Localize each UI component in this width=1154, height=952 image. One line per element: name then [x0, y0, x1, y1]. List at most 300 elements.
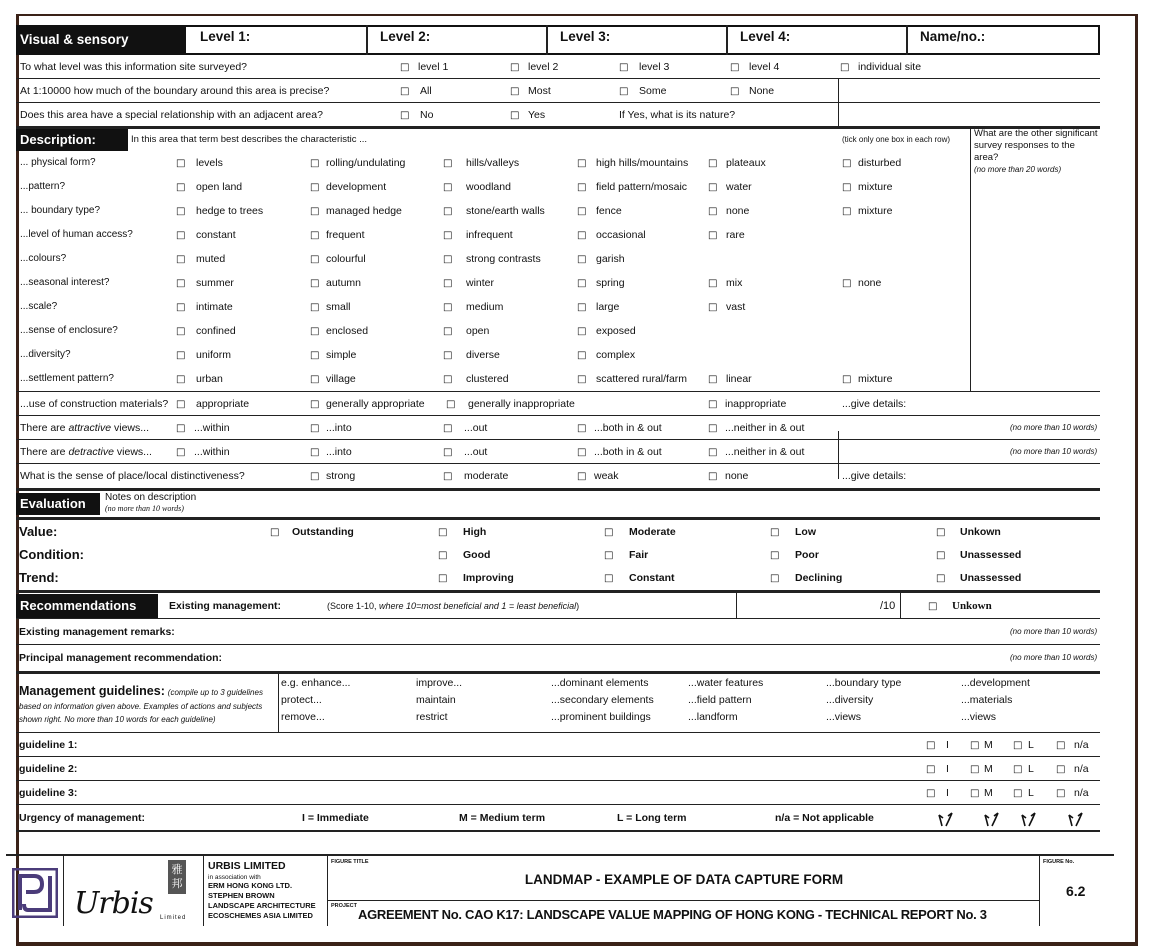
- checkbox[interactable]: [270, 520, 284, 545]
- score-out-of[interactable]: /10: [880, 600, 896, 612]
- guideline-example: ...water features: [688, 677, 764, 689]
- option-label: ...both in & out: [594, 422, 662, 434]
- guidelines-title-block: [19, 684, 263, 724]
- urgency-key: n/a = Not applicable: [775, 812, 874, 824]
- option-label: occasional: [596, 229, 646, 241]
- option-label: level 4: [749, 61, 780, 73]
- option-label: none: [726, 205, 750, 217]
- guideline-row[interactable]: [16, 781, 1100, 805]
- attractive-views-row: [16, 416, 1100, 440]
- option-label: urban: [196, 373, 223, 385]
- option-label: appropriate: [196, 398, 250, 410]
- checkbox[interactable]: [936, 520, 950, 545]
- checkbox[interactable]: [926, 733, 940, 758]
- checkbox[interactable]: [708, 440, 722, 465]
- option-label: constant: [196, 229, 236, 241]
- guideline-example: improve...: [416, 677, 463, 689]
- guideline-example: e.g. enhance...: [281, 677, 351, 689]
- chinese-seal: 雅邦: [168, 860, 186, 894]
- option-label: level 3: [639, 61, 670, 73]
- option-label: garish: [596, 253, 625, 265]
- checkbox[interactable]: [400, 79, 414, 104]
- checkbox[interactable]: [577, 199, 591, 224]
- option-label: vast: [726, 301, 746, 313]
- arrow-up-icon: [936, 810, 956, 828]
- trend-row: [16, 566, 1100, 589]
- partner-name: ERM HONG KONG LTD.: [208, 881, 293, 890]
- checkbox[interactable]: [443, 295, 457, 320]
- checkbox[interactable]: [176, 416, 190, 441]
- urgency-option: L: [1028, 787, 1034, 799]
- option-label: inappropriate: [725, 398, 787, 410]
- checkbox[interactable]: [842, 271, 856, 296]
- guideline-example: ...diversity: [826, 694, 874, 706]
- section-title-visual: [16, 25, 186, 55]
- urgency-option: n/a: [1074, 763, 1089, 775]
- option-label: mixture: [858, 373, 893, 385]
- checkbox[interactable]: [577, 223, 591, 248]
- project-label: PROJECT: [331, 903, 357, 909]
- checkbox[interactable]: [176, 271, 190, 296]
- checkbox[interactable]: [310, 151, 324, 176]
- checkbox[interactable]: [443, 271, 457, 296]
- checkbox[interactable]: [1013, 757, 1027, 782]
- association-text: in association with: [208, 874, 261, 881]
- checkbox[interactable]: [577, 295, 591, 320]
- urgency-option: L: [1028, 763, 1034, 775]
- checkbox[interactable]: [708, 464, 722, 489]
- checkbox[interactable]: [310, 319, 324, 344]
- level3-field[interactable]: Level 3:: [560, 29, 611, 44]
- description-row: [16, 199, 970, 223]
- checkbox[interactable]: [936, 543, 950, 568]
- remarks-row[interactable]: [16, 619, 1100, 645]
- company-cell: [204, 856, 328, 926]
- notes-sub: (no more than 10 words): [105, 504, 184, 513]
- checkbox[interactable]: [443, 223, 457, 248]
- checkbox[interactable]: [438, 566, 452, 591]
- checkbox[interactable]: [708, 392, 722, 417]
- option-label: Outstanding: [292, 526, 354, 538]
- checkbox[interactable]: [708, 367, 722, 392]
- description-row: [16, 343, 970, 367]
- option-label: None: [749, 85, 775, 97]
- level2-field[interactable]: Level 2:: [380, 29, 431, 44]
- checkbox[interactable]: [604, 543, 618, 568]
- word-limit-note: (no more than 10 words): [1010, 627, 1098, 636]
- guidelines-header: [16, 674, 1100, 732]
- checkbox[interactable]: [604, 566, 618, 591]
- guideline-label: guideline 1:: [19, 739, 78, 751]
- guideline-example: ...field pattern: [688, 694, 752, 706]
- checkbox[interactable]: [770, 520, 784, 545]
- option-label: generally inappropriate: [468, 398, 575, 410]
- guideline-example: protect...: [281, 694, 322, 706]
- option-label: Improving: [463, 572, 514, 584]
- urgency-label: Urgency of management:: [19, 812, 146, 824]
- question-label: To what level was this information site surveyed?: [20, 61, 248, 73]
- option-label: hedge to trees: [196, 205, 264, 217]
- option-label: rare: [726, 229, 745, 241]
- limited-text: Limited: [160, 915, 187, 921]
- checkbox[interactable]: [443, 343, 457, 368]
- attractive-label-a: There are: [20, 422, 69, 434]
- description-section: [16, 127, 1100, 391]
- checkbox[interactable]: [446, 392, 460, 417]
- recommendations-row: [16, 593, 1100, 619]
- level1-field[interactable]: Level 1:: [200, 29, 251, 44]
- option-label: All: [420, 85, 432, 97]
- urgency-option: L: [1028, 739, 1034, 751]
- urgency-option: I: [946, 787, 949, 799]
- checkbox[interactable]: [400, 55, 414, 80]
- characteristic-label: ...settlement pattern?: [20, 373, 114, 384]
- recommendations-title-text: Recommendations: [20, 598, 137, 613]
- option-label: ...out: [464, 446, 488, 458]
- checkbox[interactable]: [443, 151, 457, 176]
- checkbox[interactable]: [577, 464, 591, 489]
- logo-cell: [6, 856, 64, 926]
- checkbox[interactable]: [310, 271, 324, 296]
- checkbox[interactable]: [176, 392, 190, 417]
- option-label: weak: [594, 470, 619, 482]
- checkbox[interactable]: [443, 464, 457, 489]
- urgency-key: M = Medium term: [459, 812, 546, 824]
- checkbox[interactable]: [510, 55, 524, 80]
- checkbox[interactable]: [176, 247, 190, 272]
- project-title: AGREEMENT No. CAO K17: LANDSCAPE VALUE MAPPING OF HONG KONG - TECHNICAL REPORT No. 3: [358, 907, 987, 922]
- title-block: [6, 854, 1114, 924]
- option-label: strong: [326, 470, 356, 482]
- checkbox[interactable]: [310, 343, 324, 368]
- option-label: diverse: [466, 349, 500, 361]
- checkbox[interactable]: [970, 757, 984, 782]
- partner-name: STEPHEN BROWN: [208, 891, 275, 900]
- checkbox[interactable]: [443, 247, 457, 272]
- checkbox[interactable]: [176, 440, 190, 465]
- urgency-option: M: [984, 739, 993, 751]
- survey-row-1: [16, 55, 1100, 79]
- description-row: [16, 175, 970, 199]
- option-label: simple: [326, 349, 357, 361]
- option-label: medium: [466, 301, 504, 313]
- checkbox[interactable]: [577, 271, 591, 296]
- checkbox[interactable]: [730, 79, 744, 104]
- checkbox[interactable]: [708, 271, 722, 296]
- evaluation-title-text: Evaluation: [20, 496, 86, 511]
- condition-row: [16, 543, 1100, 566]
- value-label: Value:: [19, 524, 58, 539]
- checkbox[interactable]: [310, 295, 324, 320]
- name-field[interactable]: Name/no.:: [920, 29, 986, 44]
- checkbox[interactable]: [176, 343, 190, 368]
- side-note: (no more than 20 words): [974, 165, 1062, 174]
- checkbox[interactable]: [770, 543, 784, 568]
- option-label: mixture: [858, 181, 893, 193]
- description-row: [16, 271, 970, 295]
- urgency-key: I = Immediate: [302, 812, 369, 824]
- other-responses-box[interactable]: [974, 128, 1100, 176]
- checkbox[interactable]: [400, 103, 414, 128]
- urgency-key: L = Long term: [617, 812, 687, 824]
- option-label: level 2: [528, 61, 559, 73]
- checkbox[interactable]: [310, 247, 324, 272]
- checkbox[interactable]: [443, 175, 457, 200]
- checkbox[interactable]: [310, 416, 324, 441]
- checkbox[interactable]: [443, 199, 457, 224]
- level4-field[interactable]: Level 4:: [740, 29, 791, 44]
- option-label: Unassessed: [960, 572, 1022, 584]
- option-label: large: [596, 301, 620, 313]
- option-label: enclosed: [326, 325, 369, 337]
- option-label: frequent: [326, 229, 365, 241]
- checkbox[interactable]: [928, 593, 942, 620]
- materials-label: ...use of construction materials?: [20, 398, 169, 410]
- option-label: ...into: [326, 446, 352, 458]
- option-label: complex: [596, 349, 636, 361]
- checkbox[interactable]: [310, 367, 324, 392]
- figure-number-cell: [1040, 856, 1114, 926]
- option-label: scattered rural/farm: [596, 373, 688, 385]
- option-label: ...both in & out: [594, 446, 662, 458]
- checkbox[interactable]: [708, 223, 722, 248]
- option-label: hills/valleys: [466, 157, 520, 169]
- checkbox[interactable]: [443, 319, 457, 344]
- trend-label: Trend:: [19, 570, 59, 585]
- checkbox[interactable]: [619, 55, 633, 80]
- urbis-signature: Urbis: [74, 886, 153, 921]
- description-title-text: Description:: [20, 132, 96, 147]
- checkbox[interactable]: [708, 416, 722, 441]
- guideline-example: ...prominent buildings: [551, 711, 651, 723]
- checkbox[interactable]: [926, 757, 940, 782]
- description-row: [16, 247, 970, 271]
- checkbox[interactable]: [708, 199, 722, 224]
- guideline-example: remove...: [281, 711, 325, 723]
- checkbox[interactable]: [842, 199, 856, 224]
- checkbox[interactable]: [708, 175, 722, 200]
- checkbox[interactable]: [577, 343, 591, 368]
- guideline-row[interactable]: [16, 757, 1100, 781]
- description-row: [16, 223, 970, 247]
- option-label: Most: [528, 85, 551, 97]
- option-label: Some: [639, 85, 667, 97]
- checkbox[interactable]: [708, 295, 722, 320]
- condition-label: Condition:: [19, 547, 84, 562]
- characteristic-label: ... boundary type?: [20, 205, 101, 216]
- option-label: confined: [196, 325, 236, 337]
- guideline-label: guideline 2:: [19, 763, 78, 775]
- guideline-example: ...dominant elements: [551, 677, 649, 689]
- section-title-text: Visual & sensory: [20, 32, 129, 47]
- guidelines-note: (compile up to 3 guidelines: [167, 688, 263, 697]
- word-limit-note: (no more than 10 words): [1010, 447, 1098, 456]
- checkbox[interactable]: [310, 199, 324, 224]
- option-label: Declining: [795, 572, 843, 584]
- materials-row: [16, 392, 1100, 416]
- checkbox[interactable]: [1056, 781, 1070, 806]
- checkbox[interactable]: [176, 295, 190, 320]
- option-label: muted: [196, 253, 226, 265]
- checkbox[interactable]: [708, 151, 722, 176]
- checkbox[interactable]: [577, 319, 591, 344]
- description-row: [16, 319, 970, 343]
- notes-label: Notes on description: [105, 492, 197, 503]
- option-label: open land: [196, 181, 243, 193]
- option-label: none: [858, 277, 882, 289]
- option-label: ...neither in & out: [725, 446, 805, 458]
- detractive-label-c: views...: [113, 446, 152, 458]
- option-label: linear: [726, 373, 752, 385]
- survey-row-3: [16, 103, 1100, 127]
- option-label: Good: [463, 549, 491, 561]
- checkbox[interactable]: [310, 464, 324, 489]
- checkbox[interactable]: [842, 175, 856, 200]
- guidelines-desc-1: based on information given above. Examples of actions and subjects: [19, 702, 263, 711]
- checkbox[interactable]: [310, 223, 324, 248]
- detractive-label: [20, 440, 152, 464]
- checkbox[interactable]: [176, 175, 190, 200]
- checkbox[interactable]: [310, 175, 324, 200]
- checkbox[interactable]: [510, 103, 524, 128]
- option-label: strong contrasts: [466, 253, 541, 265]
- guideline-example: ...views: [826, 711, 862, 723]
- checkbox[interactable]: [176, 367, 190, 392]
- checkbox[interactable]: [1056, 757, 1070, 782]
- checkbox[interactable]: [604, 520, 618, 545]
- score-note: [327, 593, 579, 619]
- option-label: mixture: [858, 205, 893, 217]
- detractive-label-a: There are: [20, 446, 69, 458]
- checkbox[interactable]: [619, 79, 633, 104]
- title-cell: [328, 856, 1040, 926]
- option-label: rolling/undulating: [326, 157, 406, 169]
- checkbox[interactable]: [577, 151, 591, 176]
- checkbox[interactable]: [936, 566, 950, 591]
- option-label: small: [326, 301, 351, 313]
- signature-cell: [64, 856, 204, 926]
- checkbox[interactable]: [176, 199, 190, 224]
- tick-note: (tick only one box in each row): [842, 135, 951, 144]
- attractive-label-b: attractive: [68, 422, 112, 434]
- arrow-up-icon: [1019, 810, 1039, 828]
- option-label: woodland: [466, 181, 511, 193]
- word-limit-note: (no more than 10 words): [1010, 423, 1098, 432]
- checkbox[interactable]: [840, 55, 854, 80]
- urbis-logo-icon: [12, 868, 58, 918]
- option-label: autumn: [326, 277, 362, 289]
- checkbox[interactable]: [577, 416, 591, 441]
- company-name: URBIS LIMITED: [208, 860, 286, 872]
- score-note-c: ): [576, 601, 580, 611]
- description-row: [16, 151, 970, 175]
- attractive-label: [20, 416, 149, 440]
- characteristic-label: ...colours?: [20, 253, 67, 264]
- checkbox[interactable]: [970, 733, 984, 758]
- figure-title-label: FIGURE TITLE: [331, 859, 369, 865]
- option-label: ...neither in & out: [725, 422, 805, 434]
- checkbox[interactable]: [1013, 733, 1027, 758]
- checkbox[interactable]: [310, 440, 324, 465]
- checkbox[interactable]: [443, 367, 457, 392]
- evaluation-header: [16, 491, 1100, 517]
- principal-label: Principal management recommendation:: [19, 652, 223, 664]
- option-label: plateaux: [726, 157, 766, 169]
- option-label: Unkown: [960, 526, 1001, 538]
- remarks-label: Existing management remarks:: [19, 626, 175, 638]
- arrow-up-icon: [1066, 810, 1086, 828]
- checkbox[interactable]: [176, 319, 190, 344]
- option-label: Fair: [629, 549, 649, 561]
- option-label: development: [326, 181, 387, 193]
- checkbox[interactable]: [770, 566, 784, 591]
- give-details-label: ...give details:: [842, 398, 907, 410]
- checkbox[interactable]: [1056, 733, 1070, 758]
- checkbox[interactable]: [577, 247, 591, 272]
- guideline-example: ...views: [961, 711, 997, 723]
- survey-row-2: [16, 79, 1100, 103]
- option-label: none: [725, 470, 749, 482]
- figure-no-label: FIGURE No.: [1043, 859, 1075, 865]
- checkbox[interactable]: [176, 151, 190, 176]
- option-label: managed hedge: [326, 205, 402, 217]
- unknown-option: Unkown: [952, 600, 992, 612]
- option-label: exposed: [596, 325, 636, 337]
- option-label: levels: [196, 157, 223, 169]
- checkbox[interactable]: [970, 781, 984, 806]
- guideline-row[interactable]: [16, 733, 1100, 757]
- checkbox[interactable]: [842, 367, 856, 392]
- sense-of-place-row: [16, 464, 1100, 488]
- guideline-example: restrict: [416, 711, 448, 723]
- option-label: Unassessed: [960, 549, 1022, 561]
- characteristic-label: ...level of human access?: [20, 229, 133, 240]
- checkbox[interactable]: [926, 781, 940, 806]
- option-label: colourful: [326, 253, 366, 265]
- option-label: Yes: [528, 109, 546, 121]
- checkbox[interactable]: [577, 367, 591, 392]
- checkbox[interactable]: [438, 520, 452, 545]
- principal-row[interactable]: [16, 645, 1100, 671]
- guidelines-desc-2: shown right. No more than 10 words for each guideline): [19, 715, 216, 724]
- option-label: winter: [466, 277, 495, 289]
- checkbox[interactable]: [842, 151, 856, 176]
- option-label: village: [326, 373, 356, 385]
- arrow-up-icon: [982, 810, 1002, 828]
- option-label: field pattern/mosaic: [596, 181, 688, 193]
- question-label: At 1:10000 how much of the boundary around this area is precise?: [20, 85, 330, 97]
- checkbox[interactable]: [310, 392, 324, 417]
- checkbox[interactable]: [1013, 781, 1027, 806]
- guidelines-title: Management guidelines:: [19, 684, 165, 698]
- option-label: level 1: [418, 61, 449, 73]
- give-details-label: ...give details:: [842, 470, 907, 482]
- characteristic-label: ...pattern?: [20, 181, 66, 192]
- checkbox[interactable]: [577, 175, 591, 200]
- checkbox[interactable]: [443, 440, 457, 465]
- checkbox[interactable]: [510, 79, 524, 104]
- option-label: open: [466, 325, 490, 337]
- checkbox[interactable]: [176, 223, 190, 248]
- checkbox[interactable]: [443, 416, 457, 441]
- recommendations-title: [16, 594, 158, 618]
- option-label: uniform: [196, 349, 232, 361]
- checkbox[interactable]: [577, 440, 591, 465]
- description-title: [16, 129, 128, 151]
- guideline-label: guideline 3:: [19, 787, 78, 799]
- checkbox[interactable]: [730, 55, 744, 80]
- checkbox[interactable]: [438, 543, 452, 568]
